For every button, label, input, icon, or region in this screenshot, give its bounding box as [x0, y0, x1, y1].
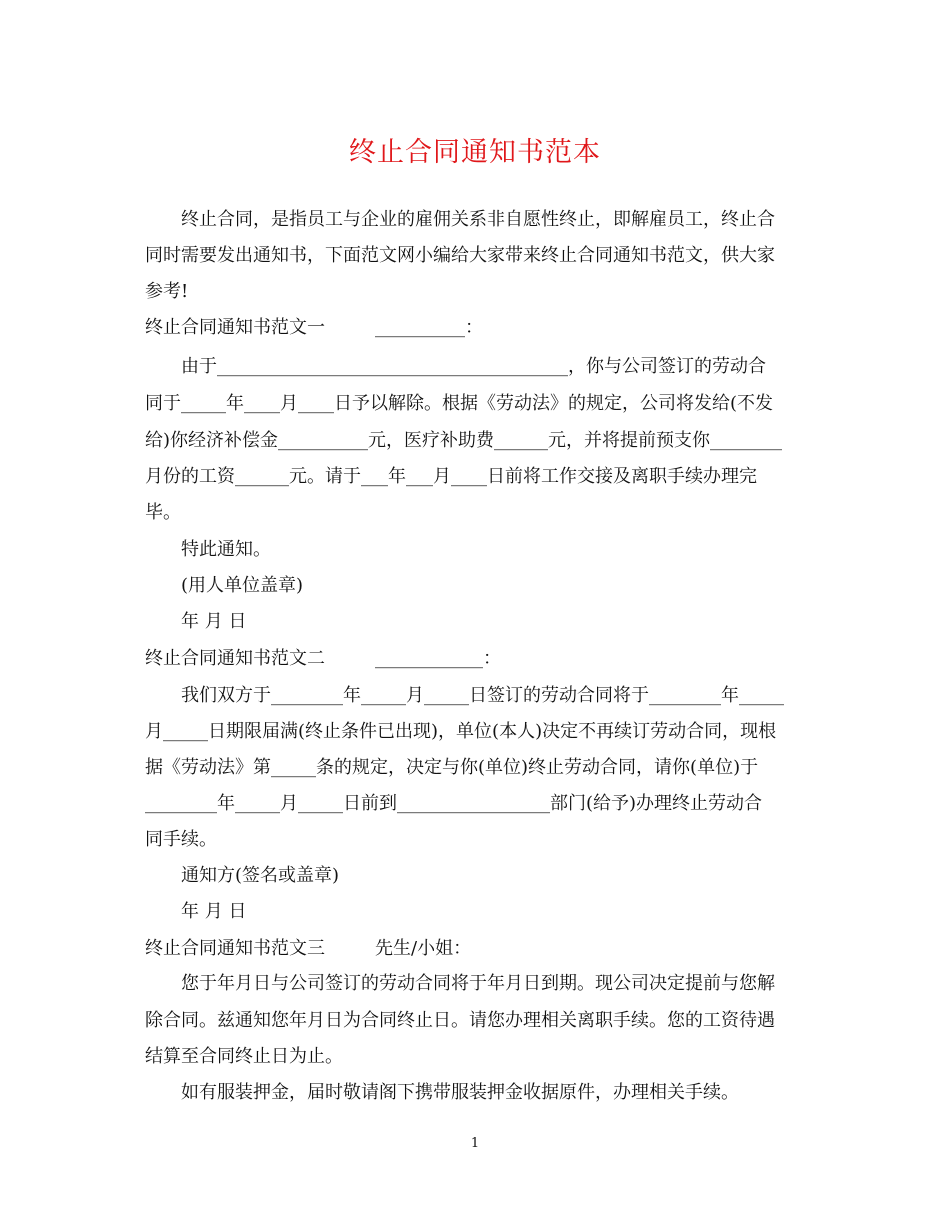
section-title: 终止合同通知书范文二	[145, 648, 325, 669]
section-title: 终止合同通知书范文一	[145, 317, 325, 338]
signature-line: 通知方(签名或盖章)	[181, 865, 340, 886]
addressee-blank: ____________：	[375, 648, 501, 669]
addressee-blank: __________：	[375, 317, 483, 338]
paragraph-line: 如有服装押金，届时敬请阁下携带服装押金收据原件，办理相关手续。	[181, 1082, 739, 1103]
section-title: 终止合同通知书范文三	[145, 938, 325, 959]
paragraph-line: 除合同。兹通知您年月日为合同终止日。请您办理相关离职手续。您的工资待遇	[145, 1010, 775, 1031]
paragraph-line: 由于_______________________________________，你与公司签订的劳动合	[181, 356, 766, 377]
paragraph-line: 我们双方于________年_____月_____日签订的劳动合同将于________年_____	[181, 685, 784, 706]
paragraph-line: 您于年月日与公司签订的劳动合同将于年月日到期。现公司决定提前与您解	[181, 973, 775, 994]
section-heading-3	[145, 937, 471, 961]
notice-line: 特此通知。	[181, 539, 271, 560]
document-title: 终止合同通知书范本	[349, 137, 601, 168]
paragraph-line: 月_____日期限届满(终止条件已出现)，单位(本人)决定不再续订劳动合同，现根	[145, 721, 777, 742]
seal-line: (用人单位盖章)	[181, 575, 304, 596]
paragraph-line: 参考!	[145, 281, 189, 302]
date-line: 年 月 日	[181, 901, 247, 922]
paragraph-line: 月份的工资______元。请于___年___月____日前将工作交接及离职手续办理完	[145, 466, 757, 487]
paragraph-line: 同于_____年____月____日予以解除。根据《劳动法》的规定，公司将发给(不发	[145, 393, 774, 414]
paragraph-line: 同时需要发出通知书，下面范文网小编给大家带来终止合同通知书范文，供大家	[145, 245, 775, 266]
paragraph-line: 终止合同，是指员工与企业的雇佣关系非自愿性终止，即解雇员工，终止合	[181, 209, 775, 230]
paragraph-line: ________年_____月_____日前到_________________部门(给予)办理终止劳动合	[145, 793, 763, 814]
paragraph-line: 结算至合同终止日为止。	[145, 1046, 343, 1067]
paragraph-line: 同手续。	[145, 829, 217, 850]
section-heading-2	[145, 647, 501, 671]
paragraph-line: 据《劳动法》第_____条的规定，决定与你(单位)终止劳动合同，请你(单位)于	[145, 757, 759, 778]
page-number: 1	[470, 1136, 480, 1151]
date-line: 年 月 日	[181, 611, 247, 632]
salutation: 先生/小姐：	[375, 938, 472, 959]
section-heading-1	[145, 316, 483, 340]
paragraph-line: 给)你经济补偿金__________元，医疗补助费______元，并将提前预支你________	[145, 430, 783, 451]
paragraph-line: 毕。	[145, 502, 181, 523]
